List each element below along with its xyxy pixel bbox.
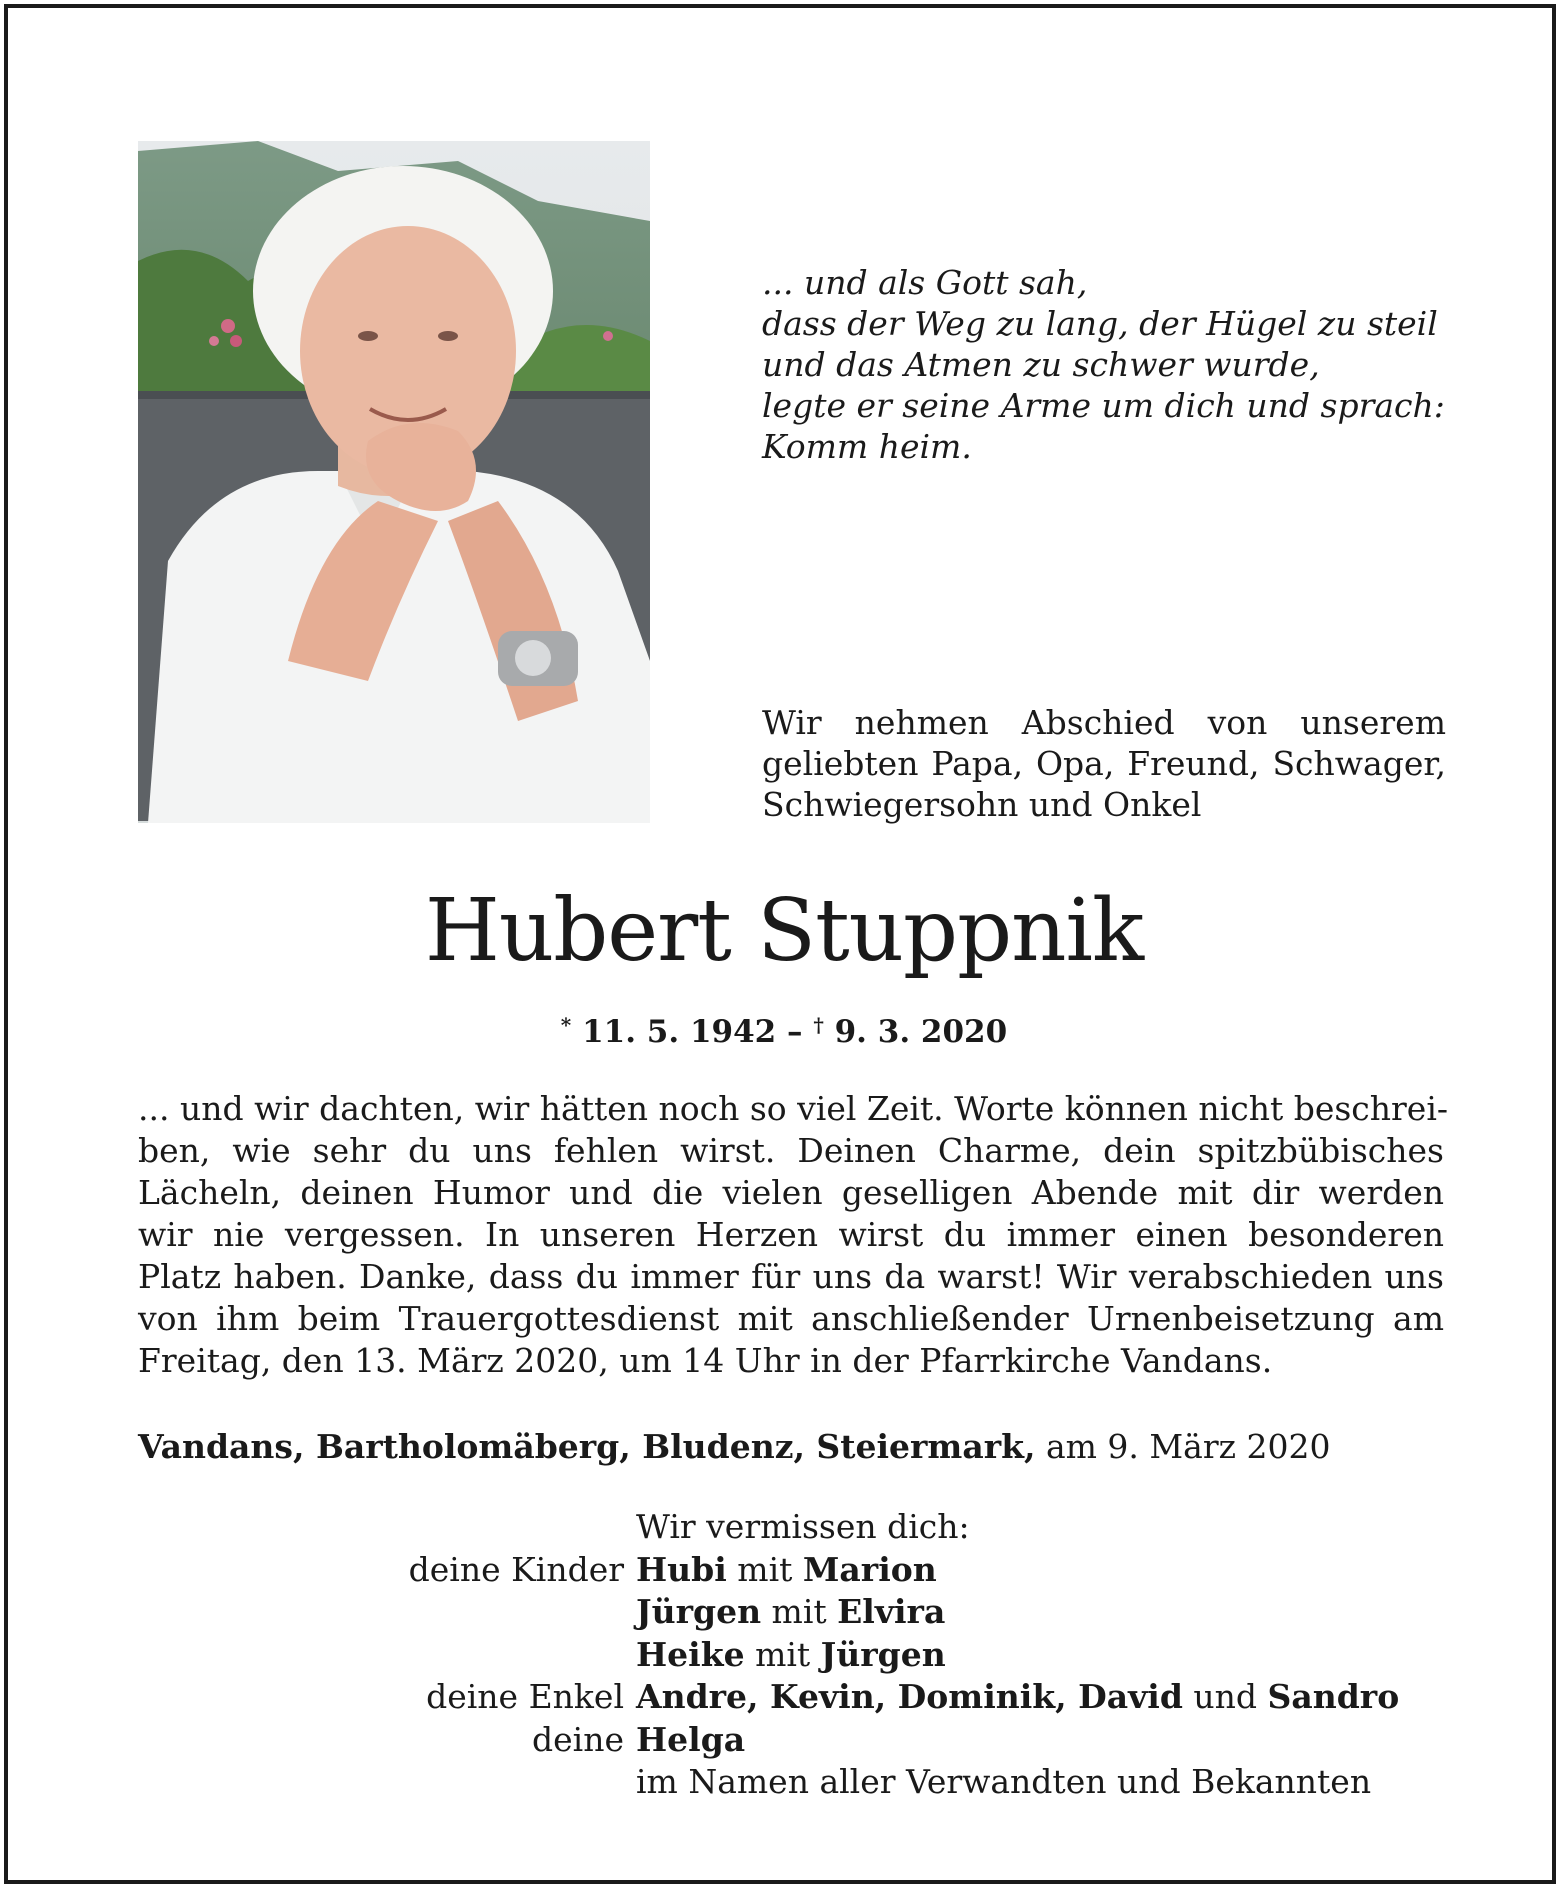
place-names: Vandans, Bartholomäberg, Bludenz, Steiermark,	[138, 1427, 1036, 1466]
body-text	[138, 1088, 1449, 1382]
poem-line: dass der Weg zu lang, der Hügel zu steil	[762, 304, 1438, 343]
portrait-photo	[138, 141, 650, 823]
kinder-row	[308, 1634, 1488, 1677]
body-line: von ihm beim Trauergottesdienst mit anschließender Urnenbeisetzung am	[138, 1299, 1444, 1338]
poem-line: Komm heim.	[762, 427, 972, 466]
deine-label: deine	[532, 1719, 624, 1759]
closing-text: im Namen aller Verwandten und Bekannten	[636, 1762, 1372, 1801]
body-line: Freitag, den 13. März 2020, um 14 Uhr in der Pfarrkirche Vandans.	[138, 1341, 1273, 1380]
poem-line: und das Atmen zu schwer wurde,	[762, 345, 1320, 384]
birth-date: 11. 5. 1942	[582, 1014, 777, 1050]
kind-name: Hubi	[636, 1549, 727, 1589]
body-line: ben, wie sehr du uns fehlen wirst. Deinen Charme, dein spitzbübisches	[138, 1131, 1444, 1170]
mit-text: mit	[726, 1549, 803, 1589]
family-list	[308, 1506, 1488, 1804]
kind-name: Jürgen	[636, 1592, 762, 1631]
kind-name: Heike	[636, 1634, 745, 1674]
life-dates	[8, 1005, 1560, 1052]
deine-name: Helga	[636, 1719, 746, 1759]
birth-symbol: *	[560, 1013, 572, 1037]
deceased-name: Hubert Stuppnik	[424, 881, 1144, 981]
enkel-row	[308, 1676, 1488, 1719]
death-date: 9. 3. 2020	[834, 1014, 1008, 1050]
farewell-line: Schwiegersohn und Onkel	[762, 785, 1202, 824]
enkel-names: Andre, Kevin, Dominik, David	[636, 1677, 1183, 1716]
kinder-label: deine Kinder	[408, 1549, 624, 1589]
kinder-row	[308, 1591, 1488, 1634]
poem-line: legte er seine Arme um dich und sprach:	[762, 386, 1445, 425]
und-text: und	[1182, 1677, 1268, 1716]
places-line	[138, 1426, 1468, 1468]
mit-text: mit	[744, 1634, 821, 1674]
farewell-line: geliebten Papa, Opa, Freund, Schwager,	[762, 744, 1446, 783]
closing-row	[308, 1761, 1488, 1804]
poem-line: ... und als Gott sah,	[762, 263, 1088, 302]
farewell-line: Wir nehmen Abschied von unserem	[762, 703, 1446, 742]
enkel-last: Sandro	[1267, 1677, 1400, 1716]
deine-row	[308, 1719, 1488, 1762]
body-line: Platz haben. Danke, dass du immer für uns da warst! Wir verabschieden uns	[138, 1257, 1444, 1296]
enkel-label: deine Enkel	[426, 1677, 624, 1716]
poem	[762, 262, 1482, 467]
mit-text: mit	[761, 1592, 838, 1631]
date-separator: –	[776, 1014, 814, 1050]
body-line: wir nie vergessen. In unseren Herzen wirst du immer einen besonderen	[138, 1215, 1444, 1254]
obituary-frame	[4, 4, 1556, 1884]
family-intro-row	[308, 1506, 1488, 1549]
body-line: ... und wir dachten, wir hätten noch so viel Zeit. Worte können nicht beschrei-	[138, 1089, 1449, 1128]
farewell-text	[762, 702, 1446, 825]
kind-partner: Jürgen	[820, 1634, 946, 1674]
kind-partner: Elvira	[837, 1592, 946, 1631]
body-line: Lächeln, deinen Humor und die vielen geselligen Abende mit dir werden	[138, 1173, 1444, 1212]
portrait-photo-icon	[138, 141, 650, 823]
death-symbol: †	[813, 1013, 824, 1037]
family-intro: Wir vermissen dich:	[636, 1507, 970, 1546]
kinder-row	[308, 1549, 1488, 1592]
place-date: am 9. März 2020	[1035, 1427, 1331, 1466]
kind-partner: Marion	[802, 1549, 937, 1589]
